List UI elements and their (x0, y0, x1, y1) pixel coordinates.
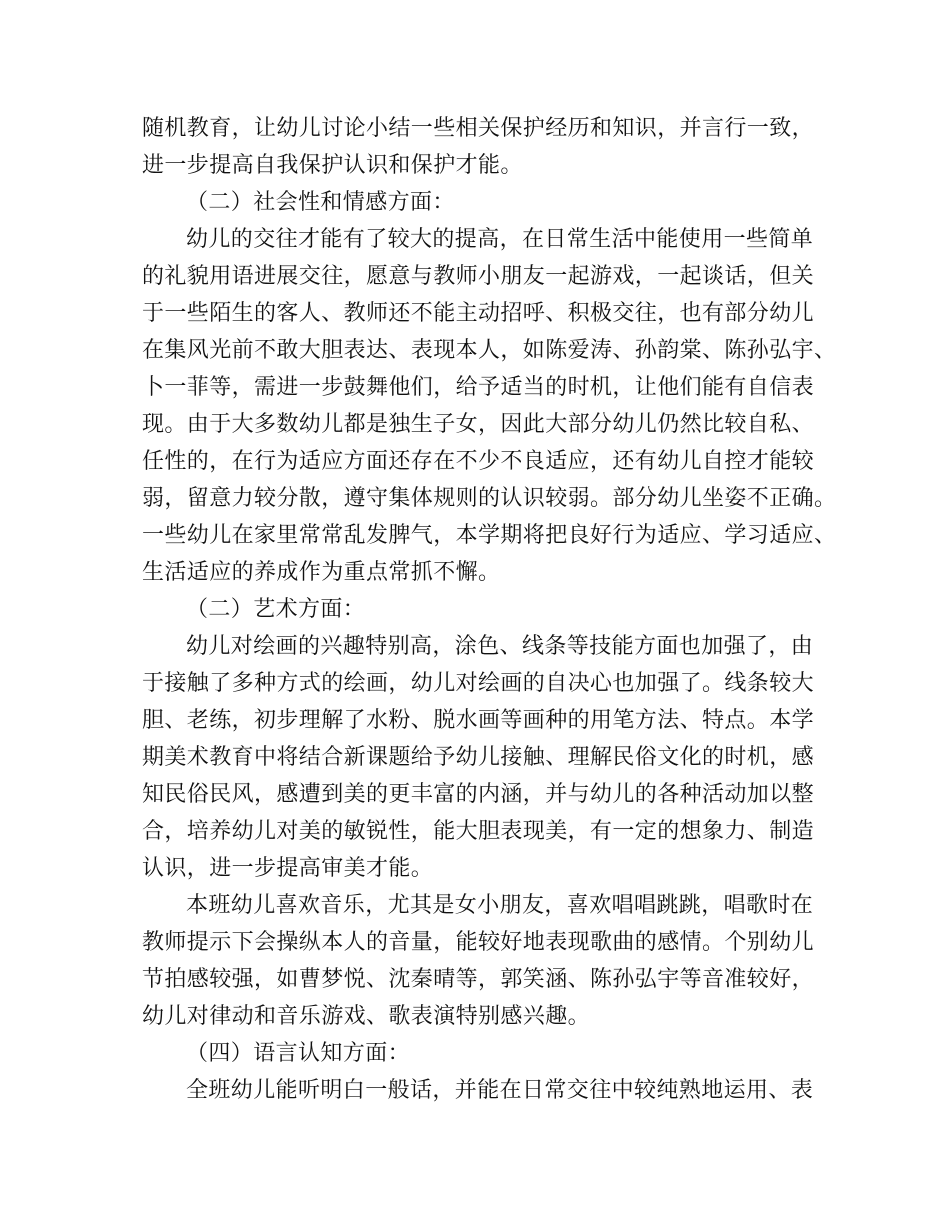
text-line: 于接触了多种方式的绘画，幼儿对绘画的自决心也加强了。线条较大 (142, 671, 815, 696)
text-line: （二）艺术方面： (186, 597, 366, 622)
text-line: 教师提示下会操纵本人的音量，能较好地表现歌曲的感情。个别幼儿 (142, 930, 815, 955)
text-line: 在集风光前不敢大胆表达、表现本人，如陈爱涛、孙韵棠、陈孙弘宇、 (142, 338, 837, 363)
text-line: （四）语言认知方面： (186, 1041, 411, 1066)
text-line: 认识，进一步提高审美才能。 (142, 856, 434, 881)
document-body (142, 110, 837, 1109)
text-line: 本班幼儿喜欢音乐，尤其是女小朋友，喜欢唱唱跳跳，唱歌时在 (186, 893, 814, 918)
text-line: 幼儿对绘画的兴趣特别高，涂色、线条等技能方面也加强了，由 (186, 634, 814, 659)
text-line: 生活适应的养成作为重点常抓不懈。 (142, 560, 501, 585)
text-line: 的礼貌用语进展交往，愿意与教师小朋友一起游戏，一起谈话，但关 (142, 264, 815, 289)
text-line: 幼儿对律动和音乐游戏、歌表演特别感兴趣。 (142, 1004, 591, 1029)
text-line: 知民俗民风，感遭到美的更丰富的内涵，并与幼儿的各种活动加以整 (142, 782, 815, 807)
text-line: 于一些陌生的客人、教师还不能主动招呼、积极交往，也有部分幼儿 (142, 301, 815, 326)
text-line: 弱，留意力较分散，遵守集体规则的认识较弱。部分幼儿坐姿不正确。 (142, 486, 837, 511)
text-line: 节拍感较强，如曹梦悦、沈秦晴等，郭笑涵、陈孙弘宇等音准较好， (142, 967, 815, 992)
text-line: 胆、老练，初步理解了水粉、脱水画等画种的用笔方法、特点。本学 (142, 708, 815, 733)
text-line: 一些幼儿在家里常常乱发脾气，本学期将把良好行为适应、学习适应、 (142, 523, 837, 548)
text-line: （二）社会性和情感方面： (186, 190, 455, 215)
text-line: 进一步提高自我保护认识和保护才能。 (142, 153, 523, 178)
text-line: 随机教育，让幼儿讨论小结一些相关保护经历和知识，并言行一致， (142, 116, 815, 141)
text-line: 期美术教育中将结合新课题给予幼儿接触、理解民俗文化的时机，感 (142, 745, 815, 770)
text-line: 幼儿的交往才能有了较大的提高，在日常生活中能使用一些简单 (186, 227, 814, 252)
text-line: 合，培养幼儿对美的敏锐性，能大胆表现美，有一定的想象力、制造 (142, 819, 815, 844)
text-line: 卜一菲等，需进一步鼓舞他们，给予适当的时机，让他们能有自信表 (142, 375, 815, 400)
text-line: 全班幼儿能听明白一般话，并能在日常交往中较纯熟地运用、表 (186, 1078, 814, 1103)
text-line: 现。由于大多数幼儿都是独生子女，因此大部分幼儿仍然比较自私、 (142, 412, 815, 437)
text-line: 任性的，在行为适应方面还存在不少不良适应，还有幼儿自控才能较 (142, 449, 815, 474)
